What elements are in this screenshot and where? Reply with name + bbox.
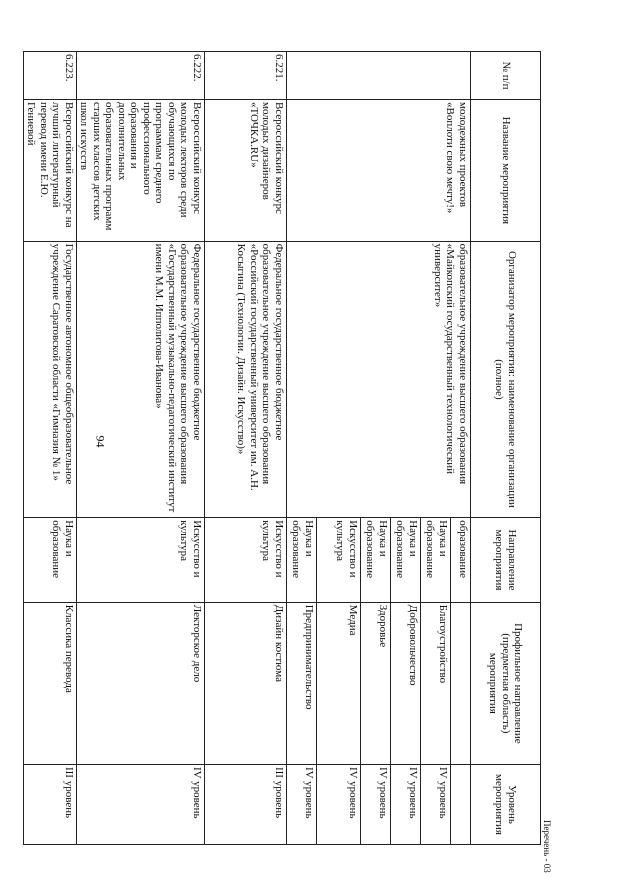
row-organizer: образовательное учреждение высшего образования «Майкопский государственный технологический университет» — [287, 241, 471, 518]
row-organizer: Федеральное государственное бюджетное образовательное учреждение высшего образования «Российский государственный университет им. А.Н. Косыгина (Технологии. Дизайн. Искусство)» — [205, 241, 287, 518]
row-profile: Добровольчество — [391, 602, 421, 764]
row-name: молодежных проектов «Воплоти свою мечту!» — [287, 99, 471, 241]
row-organizer: Государственное автономное общеобразовательное учреждение Саратовской области «Гимназия № 1» — [24, 241, 77, 518]
row-level: IV уровень — [317, 764, 361, 844]
footer-note: Перечень - 03 — [542, 820, 552, 873]
table-row — [77, 52, 205, 845]
row-direction: Наука и образование — [391, 518, 421, 603]
table-row — [205, 52, 287, 845]
table-row — [24, 52, 77, 845]
events-table — [25, 51, 541, 845]
row-level: IV уровень — [361, 764, 391, 844]
row-direction: Наука и образование — [24, 518, 77, 603]
row-direction: Наука и образование — [287, 518, 317, 603]
row-profile: Здоровье — [361, 602, 391, 764]
row-level — [451, 764, 471, 844]
row-level: III уровень — [24, 764, 77, 844]
row-direction: образование — [451, 518, 471, 603]
header-num: № п/п — [471, 52, 541, 100]
row-profile: Благоустройство — [421, 602, 451, 764]
row-name: Всероссийский конкурс молодых лекторов среди обучающихся по программам среднего профессионального образования и дополнительных образовательных программ старших классов детских школ искусств — [77, 99, 205, 241]
header-name: Название мероприятия — [471, 99, 541, 241]
row-direction: Наука и образование — [421, 518, 451, 603]
row-direction: Искусство и культура — [317, 518, 361, 603]
row-num: 6.223. — [24, 52, 77, 100]
row-name: Всероссийский конкурс на лучший литературный перевод имени Е.Ю. Гениевой — [24, 99, 77, 241]
header-level: Уровень мероприятия — [471, 764, 541, 844]
row-direction: Наука и образование — [361, 518, 391, 603]
row-profile: Классика перевода — [24, 602, 77, 764]
row-level: IV уровень — [391, 764, 421, 844]
row-level: IV уровень — [421, 764, 451, 844]
row-level: IV уровень — [287, 764, 317, 844]
page-number: 94 — [93, 435, 108, 448]
row-direction: Искусство и культура — [77, 518, 205, 603]
row-profile: Медиа — [317, 602, 361, 764]
row-level: IV уровень — [77, 764, 205, 844]
row-num: 6.222. — [77, 52, 205, 100]
row-level: III уровень — [205, 764, 287, 844]
row-profile: Предпринимательство — [287, 602, 317, 764]
row-profile: Дизайн костюма — [205, 602, 287, 764]
header-profile: Профильное направление (предметная область) мероприятия — [471, 602, 541, 764]
table-row — [451, 52, 471, 845]
row-name: Всероссийский конкурс молодых дизайнеров «ТОЧКА.RU» — [205, 99, 287, 241]
row-direction: Искусство и культура — [205, 518, 287, 603]
row-profile — [451, 602, 471, 764]
row-organizer: Федеральное государственное бюджетное образовательное учреждение высшего образования «Государственный музыкально-педагогический институт имени М.М. Ипполитова-Иванова» — [77, 241, 205, 518]
row-profile: Лекторское дело — [77, 602, 205, 764]
row-num: 6.221. — [205, 52, 287, 100]
header-organizer: Организатор мероприятия: наименование организации (полное) — [471, 241, 541, 518]
row-num — [287, 52, 471, 100]
header-direction: Направление мероприятия — [471, 518, 541, 603]
